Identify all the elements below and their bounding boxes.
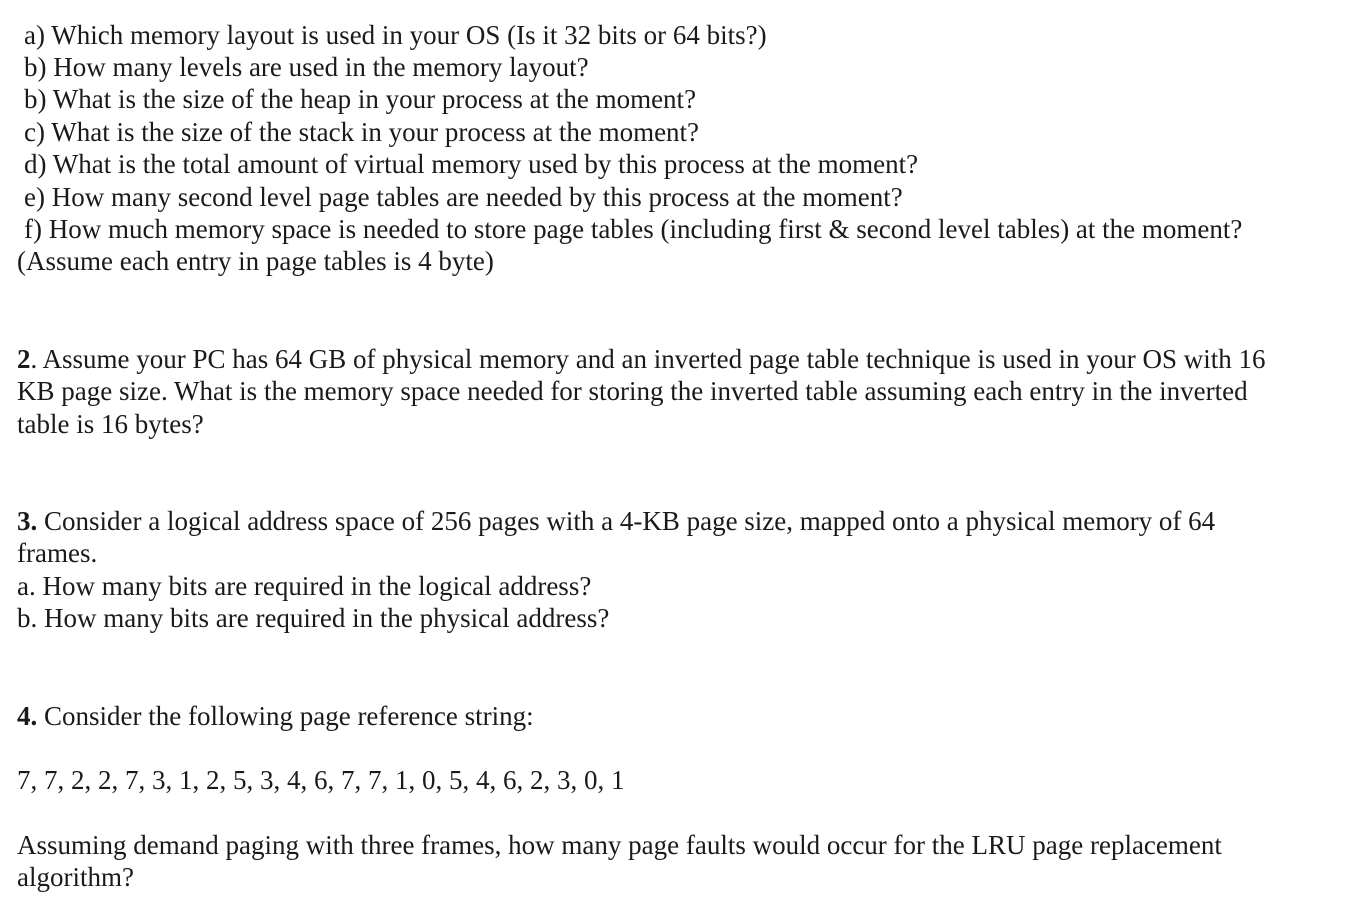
q1-item-b-heap: b) What is the size of the heap in your process at the moment? [24, 84, 697, 114]
q1-item-c: c) What is the size of the stack in your process at the moment? [24, 117, 700, 147]
q1-item-b-levels: b) How many levels are used in the memory layout? [24, 52, 589, 82]
q2-line-2: KB page size. What is the memory space needed for storing the inverted table assuming each entry in the inverted [17, 376, 1248, 406]
q2-number: 2 [17, 344, 31, 374]
q4-intro-line [17, 700, 534, 732]
q2-line-3: table is 16 bytes? [17, 409, 204, 439]
q4-number: 4. [17, 701, 38, 731]
q2-line-1 [17, 343, 1266, 375]
q3-line-1 [17, 505, 1215, 537]
q1-item-d: d) What is the total amount of virtual memory used by this process at the moment? [24, 149, 919, 179]
q3-line-2: frames. [17, 538, 98, 568]
q4-intro: Consider the following page reference string: [37, 701, 534, 731]
q4-question-line-1: Assuming demand paging with three frames, how many page faults would occur for the LRU page replacement [17, 830, 1222, 860]
q1-item-f: f) How much memory space is needed to store page tables (including first & second level tables) at the moment? [24, 214, 1243, 244]
q1-item-e: e) How many second level page tables are needed by this process at the moment? [24, 182, 903, 212]
q4-question-line-2: algorithm? [17, 862, 134, 892]
q2-text-1: . Assume your PC has 64 GB of physical memory and an inverted page table technique is used in your OS with 16 [30, 344, 1266, 374]
q4-reference-string: 7, 7, 2, 2, 7, 3, 1, 2, 5, 3, 4, 6, 7, 7, 1, 0, 5, 4, 6, 2, 3, 0, 1 [17, 765, 625, 795]
q1-note: (Assume each entry in page tables is 4 byte) [17, 246, 494, 276]
q1-item-a: a) Which memory layout is used in your OS (Is it 32 bits or 64 bits?) [24, 20, 767, 50]
q3-sub-a: a. How many bits are required in the logical address? [17, 571, 592, 601]
q3-text-1: Consider a logical address space of 256 pages with a 4-KB page size, mapped onto a physical memory of 64 [37, 506, 1216, 536]
q3-number: 3. [17, 506, 38, 536]
q3-sub-b: b. How many bits are required in the physical address? [17, 603, 610, 633]
